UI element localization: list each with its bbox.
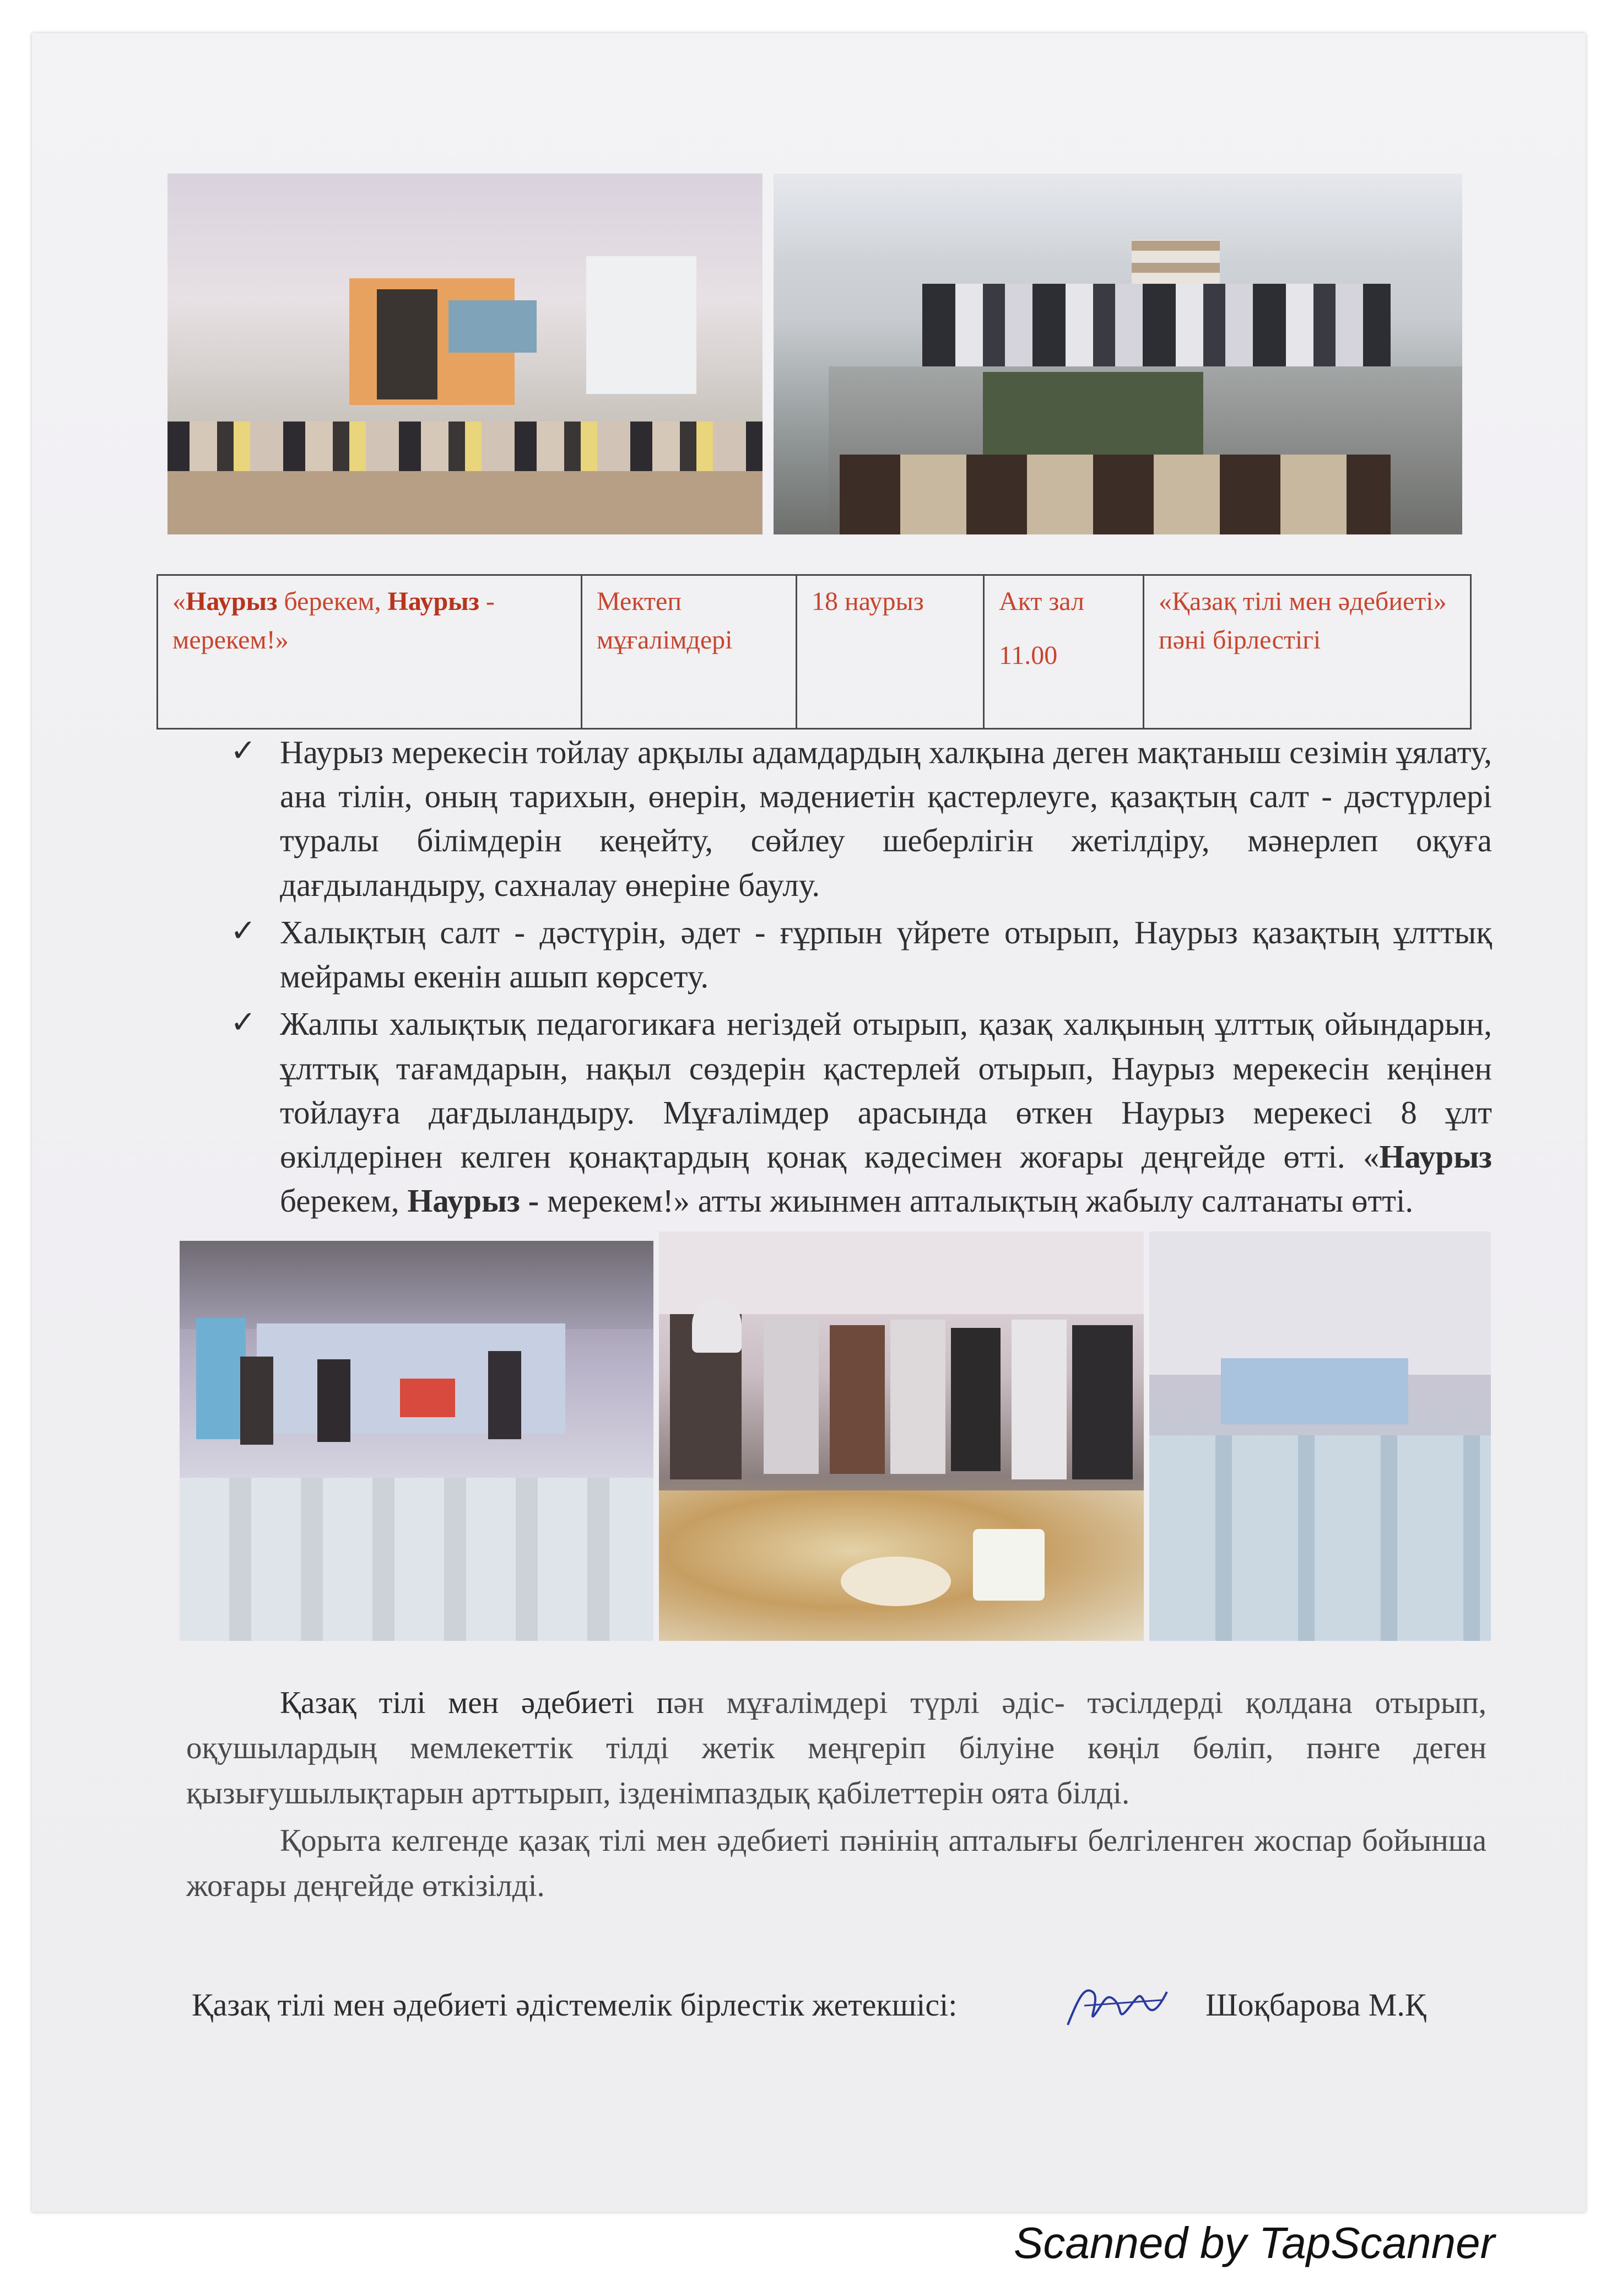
signature-line xyxy=(192,1975,1481,2041)
organizer-cell: «Қазақ тілі мен әдебиеті» пәні бірлестігі xyxy=(1144,575,1471,729)
list-item: ✓ Халықтың салт - дәстүрін, әдет - ғұрпын үйрете отырып, Наурыз қазақтың ұлттық мейрамы екенін ашып көрсету. xyxy=(230,910,1492,998)
event-title-cell: «Наурыз берекем, Наурыз - мерекем!» xyxy=(158,575,582,729)
table-row xyxy=(158,575,1471,729)
hall-photo xyxy=(1149,1231,1491,1641)
scanner-watermark: Scanned by TapScanner xyxy=(1014,2218,1495,2267)
signatory-name: Шоқбарова М.Қ xyxy=(1205,1987,1426,2023)
handwritten-signature-icon xyxy=(1062,1975,1172,2036)
goals-list xyxy=(230,730,1492,1227)
date-cell: 18 наурыз xyxy=(797,575,984,729)
participants-cell: Мектеп мұғалімдері xyxy=(582,575,797,729)
checkmark-icon: ✓ xyxy=(230,1004,256,1041)
conclusion-paragraph: Қазақ тілі мен әдебиеті пән мұғалімдері түрлі әдіс- тәсілдерді қолдана отырып, оқушылардың мемлекеттік тілді жетік меңгеріп білуіне көңіл бөліп, пәнге деген қызығушылықтарын арттырып, ізденімпаздық қабілеттерін оята білді. xyxy=(186,1685,1486,1811)
signature-label: Қазақ тілі мен әдебиеті әдістемелік бірлестік жетекшісі: xyxy=(192,1987,958,2023)
conclusion-paragraph: Қорыта келгенде қазақ тілі мен әдебиеті пәнінің апталығы белгіленген жоспар бойынша жоғары деңгейде өткізілді. xyxy=(186,1823,1486,1904)
classroom-photo xyxy=(167,174,763,534)
teachers-photo xyxy=(659,1231,1144,1641)
event-table xyxy=(156,574,1472,730)
library-photo xyxy=(774,174,1462,534)
checkmark-icon: ✓ xyxy=(230,733,256,769)
conclusion-text xyxy=(186,1681,1486,1911)
list-item: ✓ Наурыз мерекесін тойлау арқылы адамдардың халқына деген мақтаныш сезімін ұялату, ана тілін, оның тарихын, өнерін, мәдениетін қастерлеуге, қазақтың салт - дәстүрлері туралы білімдерін кеңейту, сөйлеу шеберлігін жетілдіру, мәнерлеп оқуға дағдыландыру, сахналау өнеріне баулу. xyxy=(230,730,1492,907)
place-text: Акт зал xyxy=(999,587,1084,616)
stage-photo xyxy=(180,1241,653,1641)
place-cell xyxy=(984,575,1144,729)
scanned-page xyxy=(32,33,1586,2212)
time-text: 11.00 xyxy=(999,640,1058,670)
checkmark-icon: ✓ xyxy=(230,912,256,949)
list-item: ✓ Жалпы халықтық педагогикаға негіздей отырып, қазақ халқының ұлттық ойындарын, ұлттық тағамдарын, нақыл сөздерін қастерлей отырып, Наурыз мерекесін кеңінен тойлауға дағдыландыру. Мұғалімдер арасында өткен Наурыз мерекесі 8 ұлт өкілдерінен келген қонақтардың қонақ кәдесімен жоғары деңгейде өтті. «Наурыз берекем, Наурыз - мерекем!» атты жиынмен апталықтың жабылу салтанаты өтті. xyxy=(230,1002,1492,1223)
